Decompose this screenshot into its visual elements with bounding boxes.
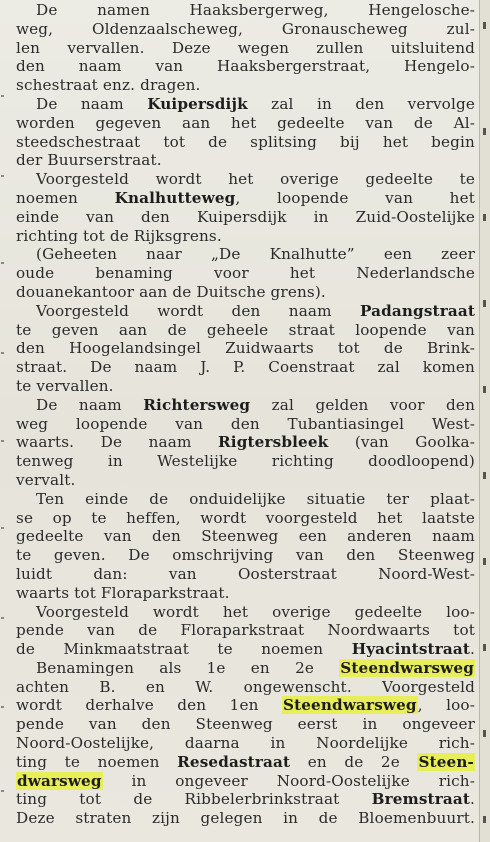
line-text: weg loopende van den Tubantiasingel West-	[16, 414, 475, 433]
search-highlight	[339, 659, 475, 677]
article-line	[16, 20, 475, 39]
article-line	[16, 208, 475, 227]
line-text: straat. De naam J. P. Coenstraat zal komen	[16, 358, 475, 377]
line-text: len vervallen. Deze wegen zullen uitsluitend	[16, 38, 475, 57]
line-text: ting te noemen	[16, 752, 178, 771]
article-line	[16, 772, 475, 791]
article-line	[16, 433, 475, 452]
line-text: zal gelden voor den	[250, 395, 475, 414]
search-highlight	[417, 753, 475, 771]
article-line	[16, 753, 475, 772]
line-text: te geven aan de geheele straat loopende van	[16, 320, 475, 339]
right-column-edge	[479, 0, 490, 842]
line-text: Noord-Oostelijke, daarna in Noordelijke rich-	[16, 734, 475, 753]
article-line	[16, 584, 475, 603]
line-text: den Hoogelandsingel Zuidwaarts tot de Brink-	[16, 339, 475, 358]
street-name: Knalhutteweg	[114, 188, 236, 207]
article-line	[16, 659, 475, 678]
article-line	[16, 715, 475, 734]
line-text: der Buurserstraat.	[16, 151, 162, 170]
line-text: in ongeveer Noord-Oostelijke rich-	[102, 771, 475, 790]
line-text: zal in den vervolge	[247, 94, 475, 113]
article-line	[16, 76, 475, 95]
street-name: Rigtersbleek	[218, 433, 329, 452]
line-text: , loo-	[417, 696, 475, 715]
left-column-edge	[0, 0, 6, 842]
line-text: (van Goolka-	[328, 433, 475, 452]
line-text: worden gegeven aan het gedeelte van de Al-	[16, 113, 475, 132]
article-line	[16, 189, 475, 208]
line-text: ting tot de Ribbelerbrinkstraat	[16, 790, 372, 809]
article-line	[16, 264, 475, 283]
line-text: te vervallen.	[16, 376, 114, 395]
line-text: waarts. De naam	[16, 433, 219, 452]
article-line	[16, 452, 475, 471]
article-line	[16, 471, 475, 490]
article-line	[16, 283, 475, 302]
article-line	[16, 678, 475, 697]
line-text: einde van den Kuipersdijk in Zuid-Oostelijke	[16, 207, 475, 226]
street-name: Steendwarsweg	[340, 658, 474, 677]
article-line	[16, 696, 475, 715]
line-text: .	[470, 790, 475, 809]
line-text: de Minkmaatstraat te noemen	[16, 640, 352, 659]
article-line	[16, 527, 475, 546]
article-line	[16, 621, 475, 640]
article-line	[16, 734, 475, 753]
article-line	[16, 151, 475, 170]
line-text: De namen Haaksbergerweg, Hengelosche-	[36, 1, 475, 19]
line-text: steedschestraat tot de splitsing bij het begin	[16, 132, 475, 151]
street-name: Hyacintstraat	[351, 640, 471, 659]
line-text: pende van de Floraparkstraat Noordwaarts tot	[16, 621, 475, 640]
street-name: Steendwarsweg	[282, 696, 417, 715]
line-text: waarts tot Floraparkstraat.	[16, 583, 230, 602]
line-text: gedeelte van den Steenweg een anderen naam	[16, 527, 475, 546]
article-line	[16, 809, 475, 828]
line-text: luidt dan: van Oosterstraat Noord-West-	[16, 564, 475, 583]
article-line	[16, 396, 475, 415]
article-line	[16, 339, 475, 358]
line-text: vervalt.	[16, 470, 76, 489]
search-highlight	[282, 696, 418, 714]
street-name: Steen-	[418, 752, 474, 771]
article-line	[16, 302, 475, 321]
article-line	[16, 114, 475, 133]
line-text: achten B. en W. ongewenscht. Voorgesteld	[16, 677, 475, 696]
article-line	[16, 321, 475, 340]
article-line	[16, 245, 475, 264]
article-line	[16, 227, 475, 246]
line-text: Voorgesteld wordt den naam	[36, 301, 360, 320]
street-name: Richtersweg	[143, 395, 251, 414]
line-text: douanekantoor aan de Duitsche grens).	[16, 282, 326, 301]
line-text: Voorgesteld wordt het overige gedeelte loo-	[36, 602, 475, 621]
line-text: (Geheeten naar „De Knalhutte” een zeer	[36, 245, 475, 264]
article-line	[16, 415, 475, 434]
street-name: dwarsweg	[17, 771, 102, 790]
article-line	[16, 57, 475, 76]
line-text: tenweg in Westelijke richting doodloopend)	[16, 452, 475, 471]
line-text: weg, Oldenzaalscheweg, Gronauscheweg zul-	[16, 19, 475, 38]
line-text: Benamingen als 1e en 2e	[36, 658, 340, 677]
article-line	[16, 39, 475, 58]
line-text: Voorgesteld wordt het overige gedeelte te	[36, 170, 475, 189]
article-column	[16, 1, 475, 828]
article-line	[16, 790, 475, 809]
article-line	[16, 377, 475, 396]
line-text: oude benaming voor het Nederlandsche	[16, 264, 475, 283]
line-text: se op te heffen, wordt voorgesteld het laatste	[16, 508, 475, 527]
article-line	[16, 565, 475, 584]
search-highlight	[16, 772, 103, 790]
line-text: richting tot de Rijksgrens.	[16, 226, 222, 245]
line-text: , loopende van het	[235, 188, 475, 207]
street-name: Padangstraat	[359, 301, 475, 320]
article-line	[16, 358, 475, 377]
street-name: Resedastraat	[177, 752, 291, 771]
street-name: Bremstraat	[371, 790, 471, 809]
line-text: noemen	[16, 188, 115, 207]
line-text: schestraat enz. dragen.	[16, 76, 201, 95]
article-line	[16, 133, 475, 152]
line-text: De naam	[36, 395, 144, 414]
article-line	[16, 603, 475, 622]
article-line	[16, 95, 475, 114]
line-text: en de 2e	[290, 752, 418, 771]
line-text: Ten einde de onduidelijke situatie ter plaat-	[36, 489, 475, 508]
article-line	[16, 546, 475, 565]
line-text: te geven. De omschrijving van den Steenweg	[16, 546, 475, 565]
line-text: den naam van Haaksbergerstraat, Hengelo-	[16, 57, 475, 76]
line-text: .	[470, 640, 475, 659]
article-line	[16, 490, 475, 509]
line-text: De naam	[36, 94, 148, 113]
article-line	[16, 170, 475, 189]
street-name: Kuipersdijk	[147, 94, 248, 113]
article-line	[16, 1, 475, 20]
line-text: wordt derhalve den 1en	[16, 696, 282, 715]
line-text: Deze straten zijn gelegen in de Bloemenbuurt.	[16, 809, 475, 828]
article-line	[16, 640, 475, 659]
article-line	[16, 509, 475, 528]
line-text: pende van den Steenweg eerst in ongeveer	[16, 715, 475, 734]
